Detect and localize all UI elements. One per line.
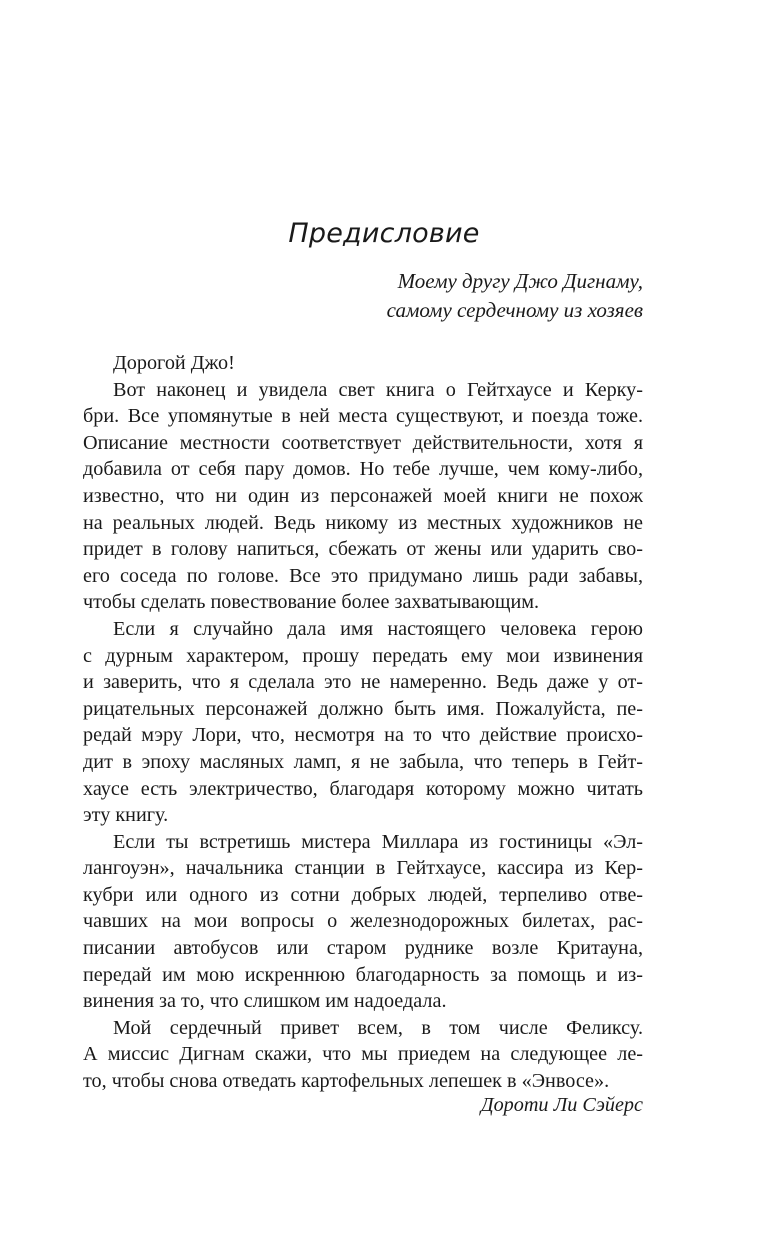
- text-line: его соседа по голове. Все это придумано лишь ради забавы,: [83, 564, 643, 587]
- dedication-line: Моему другу Джо Дигнаму,: [397, 269, 643, 293]
- text-line: на реальных людей. Ведь никому из местных художников не: [83, 511, 643, 534]
- paragraph: [83, 350, 643, 377]
- text-line: чавших на мои вопросы о железнодорожных билетах, рас-: [83, 910, 643, 933]
- text-line: хаусе есть электричество, благодаря которому можно читать: [83, 777, 643, 800]
- text-line: лангоуэн», начальника станции в Гейтхаусе, кассира из Кер-: [83, 857, 643, 880]
- text-line: винения за то, что слишком им надоедала.: [83, 990, 447, 1013]
- letter-body: [83, 350, 643, 1095]
- text-line: редай мэру Лори, что, несмотря на то что действие происхо-: [83, 724, 643, 747]
- dedication: [387, 267, 643, 325]
- dedication-line: самому сердечному из хозяев: [386, 298, 643, 322]
- text-line: Описание местности соответствует действительности, хотя я: [83, 431, 643, 454]
- text-line: добавила от себя пару домов. Но тебе лучше, чем кому-либо,: [83, 458, 643, 481]
- text-line: дит в эпоху масляных ламп, я не забыла, что теперь в Гейт-: [83, 750, 643, 773]
- page-title: Предисловие: [288, 218, 480, 249]
- text-line: известно, что ни один из персонажей моей книги не похож: [83, 484, 643, 507]
- text-line: с дурным характером, прошу передать ему мои извинения: [83, 644, 643, 667]
- text-line: эту книгу.: [83, 804, 169, 827]
- text-line: Вот наконец и увидела свет книга о Гейтхаусе и Керку-: [113, 378, 643, 401]
- text-line: чтобы сделать повествование более захватывающим.: [83, 591, 540, 614]
- text-line: Мой сердечный привет всем, в том числе Феликсу.: [113, 1016, 643, 1039]
- text-line: бри. Все упомянутые в ней места существуют, и поезда тоже.: [83, 405, 643, 428]
- paragraph: [83, 829, 643, 1015]
- text-line: Дорогой Джо!: [113, 352, 235, 374]
- paragraph: [83, 1015, 643, 1095]
- text-line: А миссис Дигнам скажи, что мы приедем на следующее ле-: [83, 1043, 643, 1066]
- text-line: то, чтобы снова отведать картофельных лепешек в «Энвосе».: [83, 1070, 610, 1093]
- text-line: и заверить, что я сделала это не намеренно. Ведь даже у от-: [83, 671, 643, 694]
- text-line: придет в голову напиться, сбежать от жены или ударить сво-: [83, 538, 643, 561]
- paragraph: [83, 616, 643, 829]
- text-line: Если ты встретишь мистера Миллара из гостиницы «Эл-: [113, 830, 643, 853]
- text-line: кубри или одного из сотни добрых людей, терпеливо отве-: [83, 883, 643, 906]
- text-line: передай им мою искреннюю благодарность за помощь и из-: [83, 963, 643, 986]
- text-line: Если я случайно дала имя настоящего человека герою: [113, 617, 643, 640]
- signature: Дороти Ли Сэйерс: [480, 1094, 643, 1116]
- text-line: рицательных персонажей должно быть имя. Пожалуйста, пе-: [83, 697, 643, 720]
- paragraph: [83, 377, 643, 616]
- text-line: писании автобусов или старом руднике возле Критауна,: [83, 937, 643, 960]
